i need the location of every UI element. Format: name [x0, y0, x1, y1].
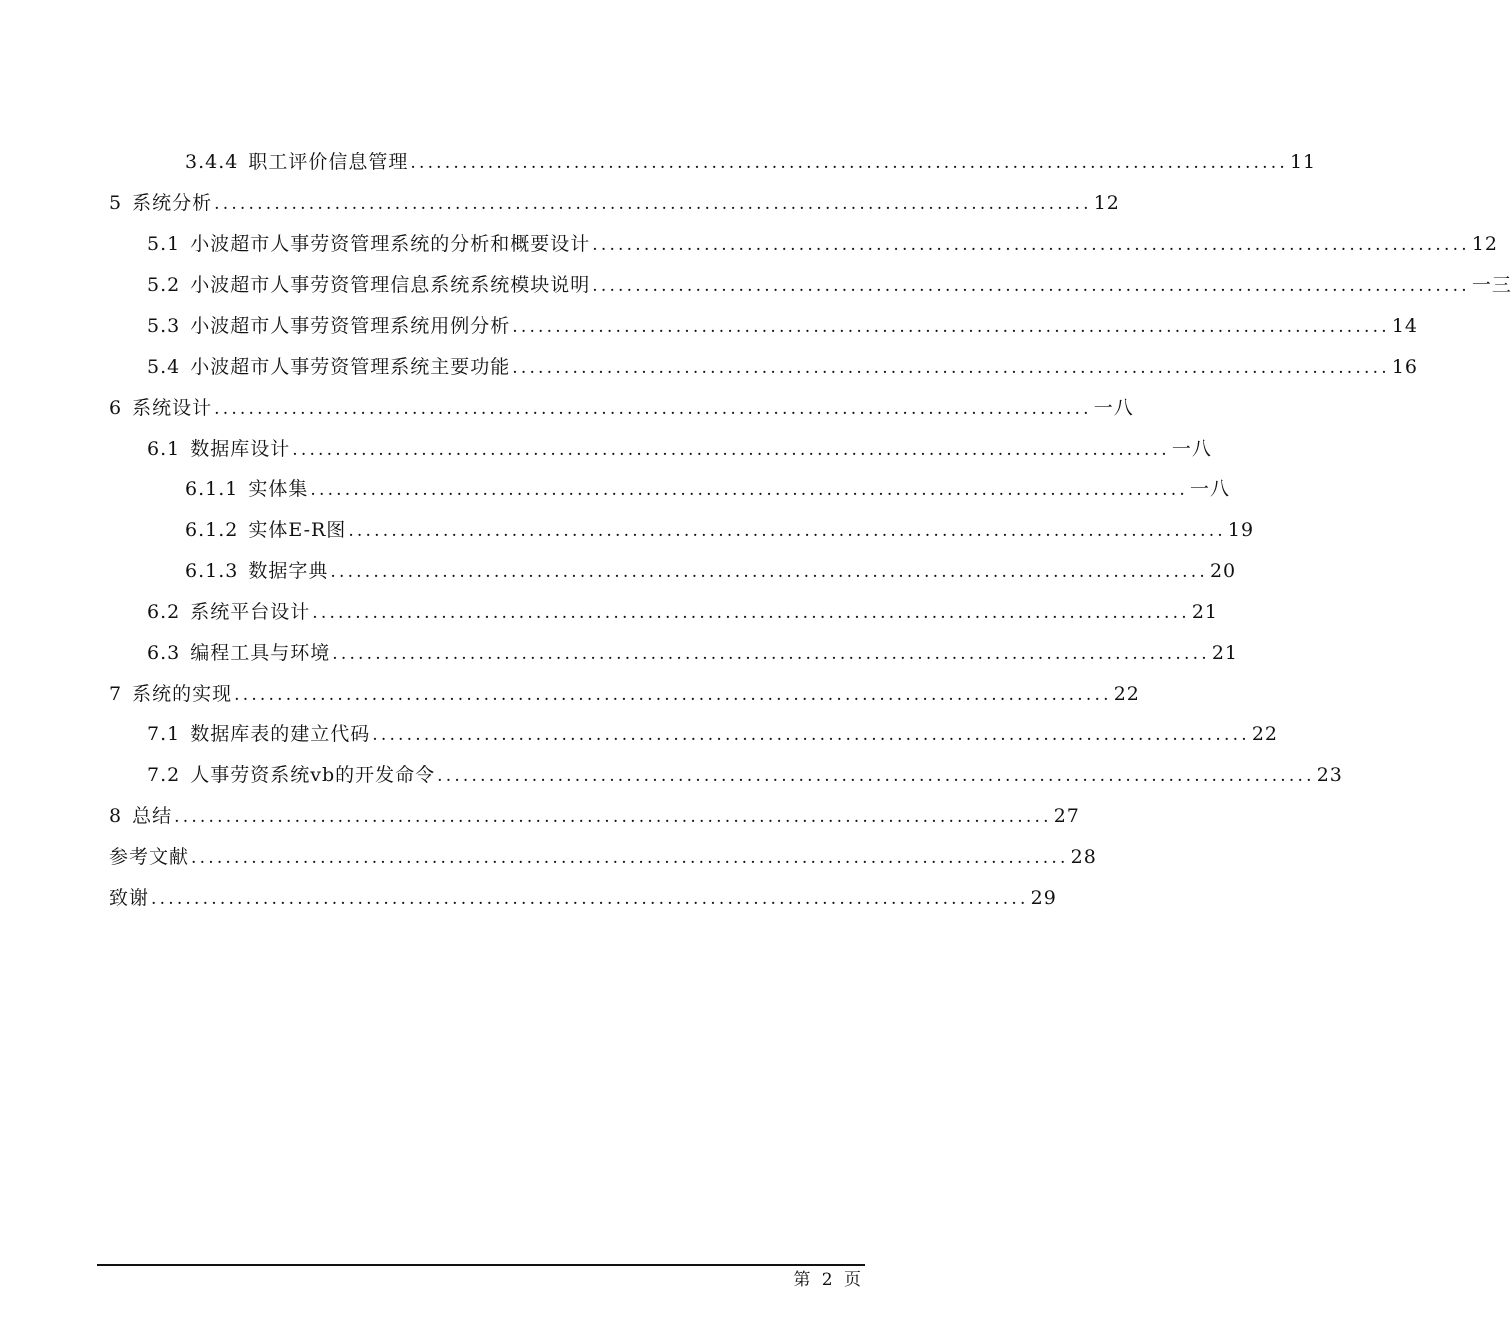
toc-entry[interactable]: [147, 434, 1212, 464]
toc-entry-number: 6.1.1: [185, 478, 239, 500]
toc-entry-number: 6: [109, 397, 123, 419]
toc-leader-dots: ......................................................................................................: [310, 480, 1188, 500]
toc-entry-page: 11: [1289, 151, 1317, 173]
toc-entry-number: 7.1: [147, 723, 181, 745]
toc-leader-dots: ......................................................................................................: [214, 399, 1092, 419]
toc-entry[interactable]: [147, 597, 1219, 627]
toc-entry-number: 7.2: [147, 764, 181, 786]
toc-entry-page: 一三: [1471, 274, 1512, 296]
toc-entry-title: 参考文献: [109, 846, 190, 868]
toc-entry-number: 5.3: [147, 315, 181, 337]
toc-entry-number: 5: [109, 192, 123, 214]
toc-entry[interactable]: [147, 719, 1279, 749]
toc-entry-number: 3.4.4: [185, 151, 239, 173]
toc-entry-title: 系统设计: [132, 397, 213, 419]
toc-entry-page: 一八: [1171, 438, 1212, 460]
toc-entry[interactable]: [185, 474, 1230, 504]
toc-entry[interactable]: [147, 270, 1512, 300]
toc-entry-page: 22: [1251, 723, 1279, 745]
toc-entry-title: 小波超市人事劳资管理系统主要功能: [190, 356, 511, 378]
toc-entry[interactable]: [109, 393, 1134, 423]
toc-entry-number: 6.2: [147, 601, 181, 623]
toc-leader-dots: ......................................................................................................: [191, 848, 1069, 868]
toc-leader-dots: ......................................................................................................: [174, 807, 1052, 827]
toc-entry[interactable]: [147, 760, 1343, 790]
toc-leader-dots: ......................................................................................................: [372, 725, 1250, 745]
page-number: 第 2 页: [793, 1270, 864, 1290]
toc-entry-number: 6.1.2: [185, 519, 239, 541]
toc-leader-dots: ......................................................................................................: [234, 685, 1112, 705]
toc-entry-page: 一八: [1093, 397, 1134, 419]
toc-entry-page: 14: [1391, 315, 1419, 337]
toc-entry-title: 数据库设计: [190, 438, 291, 460]
toc-entry-title: 系统的实现: [132, 683, 233, 705]
toc-leader-dots: ......................................................................................................: [214, 194, 1092, 214]
toc-entry-page: 23: [1316, 764, 1343, 786]
toc-entry[interactable]: [109, 883, 1057, 913]
toc-entry-title: 人事劳资系统vb的开发命令: [190, 764, 436, 786]
toc-entry-number: 5.4: [147, 356, 181, 378]
toc-entry-page: 21: [1211, 642, 1239, 664]
footer-rule: [97, 1264, 865, 1266]
toc-entry-page: 27: [1053, 805, 1080, 827]
toc-entry[interactable]: [109, 801, 1080, 831]
toc-entry-title: 系统分析: [132, 192, 213, 214]
toc-entry-page: 12: [1471, 233, 1499, 255]
toc-leader-dots: ......................................................................................................: [592, 276, 1470, 296]
toc-leader-dots: ......................................................................................................: [348, 521, 1226, 541]
toc-entry-title: 总结: [132, 805, 173, 827]
toc-entry-number: 6.3: [147, 642, 181, 664]
toc-entry-number: 5.2: [147, 274, 181, 296]
toc-leader-dots: ......................................................................................................: [312, 603, 1190, 623]
toc-entry-page: 21: [1191, 601, 1219, 623]
toc-entry-number: 5.1: [147, 233, 181, 255]
toc-entry-title: 实体集: [248, 478, 309, 500]
toc-leader-dots: ......................................................................................................: [512, 317, 1390, 337]
toc-entry-title: 职工评价信息管理: [248, 151, 409, 173]
toc-leader-dots: ......................................................................................................: [592, 235, 1470, 255]
toc-entry[interactable]: [147, 229, 1499, 259]
toc-entry-page: 22: [1113, 683, 1140, 705]
toc-entry-title: 致谢: [109, 887, 150, 909]
toc-entry[interactable]: [109, 842, 1097, 872]
toc-entry[interactable]: [109, 188, 1120, 218]
toc-leader-dots: ......................................................................................................: [437, 766, 1315, 786]
toc-entry-page: 19: [1227, 519, 1255, 541]
toc-entry-number: 8: [109, 805, 123, 827]
toc-entry-page: 16: [1391, 356, 1419, 378]
toc-entry-title: 数据字典: [248, 560, 329, 582]
toc-entry-title: 系统平台设计: [190, 601, 311, 623]
toc-leader-dots: ......................................................................................................: [410, 153, 1288, 173]
toc-entry-number: 6.1.3: [185, 560, 239, 582]
toc-leader-dots: ......................................................................................................: [512, 358, 1390, 378]
toc-leader-dots: ......................................................................................................: [330, 562, 1208, 582]
toc-entry-title: 实体E-R图: [248, 519, 347, 541]
toc-leader-dots: ......................................................................................................: [292, 440, 1170, 460]
toc-entry-title: 小波超市人事劳资管理系统的分析和概要设计: [190, 233, 591, 255]
toc-leader-dots: ......................................................................................................: [151, 889, 1029, 909]
toc-entry-page: 29: [1030, 887, 1057, 909]
toc-leader-dots: ......................................................................................................: [332, 644, 1210, 664]
toc-entry[interactable]: [185, 515, 1255, 545]
toc-entry-title: 小波超市人事劳资管理信息系统系统模块说明: [190, 274, 591, 296]
toc-entry-page: 一八: [1189, 478, 1230, 500]
toc-entry-page: 20: [1209, 560, 1237, 582]
toc-entry-number: 6.1: [147, 438, 181, 460]
toc-entry[interactable]: [147, 311, 1419, 341]
toc-entry-title: 编程工具与环境: [190, 642, 331, 664]
toc-entry[interactable]: [147, 352, 1419, 382]
toc-entry-page: 28: [1070, 846, 1097, 868]
toc-entry[interactable]: [147, 638, 1239, 668]
toc-entry-title: 小波超市人事劳资管理系统用例分析: [190, 315, 511, 337]
toc-entry-page: 12: [1093, 192, 1120, 214]
toc-entry[interactable]: [109, 679, 1140, 709]
toc-entry-title: 数据库表的建立代码: [190, 723, 371, 745]
toc-entry[interactable]: [185, 147, 1317, 177]
toc-entry-number: 7: [109, 683, 123, 705]
toc-entry[interactable]: [185, 556, 1237, 586]
